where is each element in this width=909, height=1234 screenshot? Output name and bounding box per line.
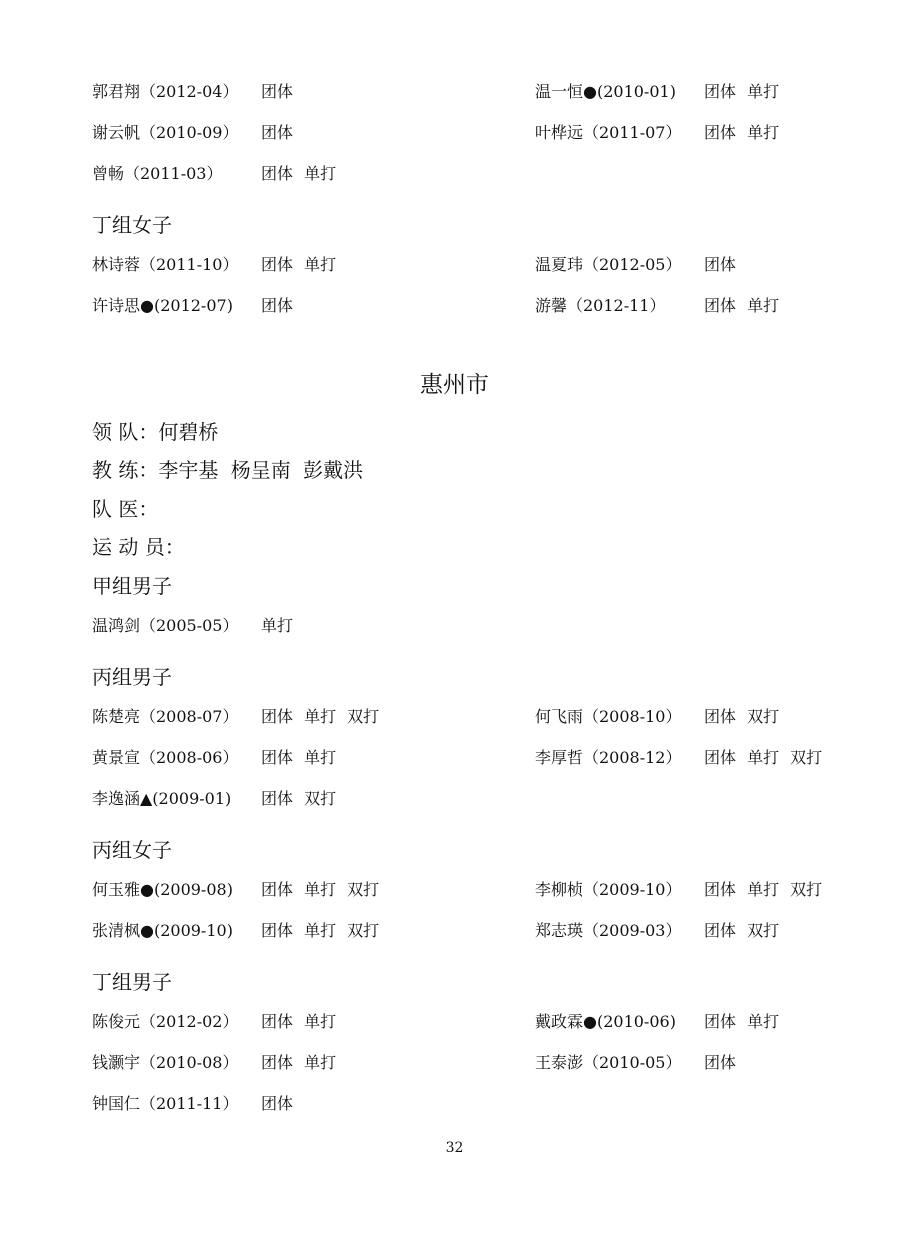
athlete-events: 团体 单打 bbox=[261, 255, 337, 274]
athlete-name: 黄景宣（2008-06） bbox=[92, 748, 239, 767]
athlete-name: 谢云帆（2010-09） bbox=[92, 123, 239, 142]
team-leader-name: 何碧桥 bbox=[158, 420, 219, 444]
athlete-name: 林诗蓉（2011-10） bbox=[92, 255, 239, 274]
team-doctor-label: 队 医： bbox=[92, 497, 159, 521]
roster-row bbox=[0, 744, 909, 772]
roster-row bbox=[0, 1049, 909, 1077]
athlete-events: 团体 bbox=[261, 123, 294, 142]
roster-row bbox=[0, 251, 909, 279]
athlete-name: 陈俊元（2012-02） bbox=[92, 1012, 239, 1031]
team-doctor-line bbox=[92, 494, 158, 524]
coach-label: 教 练： bbox=[92, 458, 159, 482]
roster-row bbox=[0, 876, 909, 904]
athlete-events: 团体 bbox=[704, 1053, 737, 1072]
city-title: 惠州市 bbox=[420, 372, 489, 398]
athlete-events: 团体 单打 双打 bbox=[261, 707, 380, 726]
athlete-name: 陈楚亮（2008-07） bbox=[92, 707, 239, 726]
athlete-events: 团体 单打 bbox=[704, 1012, 780, 1031]
athlete-name: 郭君翔（2012-04） bbox=[92, 82, 239, 101]
roster-row bbox=[0, 1008, 909, 1036]
athlete-events: 团体 bbox=[704, 255, 737, 274]
athlete-events: 团体 bbox=[261, 296, 294, 315]
athlete-name: 王泰澎（2010-05） bbox=[535, 1053, 682, 1072]
athlete-events: 团体 单打 双打 bbox=[704, 748, 823, 767]
athlete-events: 团体 单打 bbox=[704, 82, 780, 101]
athlete-name: 曾畅（2011-03） bbox=[92, 164, 223, 183]
roster-row bbox=[0, 160, 909, 188]
coach-names: 李宇基 杨呈南 彭戴洪 bbox=[158, 458, 364, 482]
athlete-events: 团体 单打 双打 bbox=[704, 880, 823, 899]
athlete-events: 团体 bbox=[261, 82, 294, 101]
athlete-name: 游馨（2012-11） bbox=[535, 296, 666, 315]
page-number: 32 bbox=[445, 1140, 464, 1156]
athlete-events: 团体 单打 bbox=[261, 164, 337, 183]
athlete-events: 团体 单打 双打 bbox=[261, 880, 380, 899]
athlete-events: 团体 双打 bbox=[261, 789, 337, 808]
roster-row bbox=[0, 917, 909, 945]
group-heading: 甲组男子 bbox=[92, 574, 172, 598]
athlete-events: 团体 单打 bbox=[261, 1012, 337, 1031]
athlete-name: 温一恒●(2010-01) bbox=[535, 82, 676, 101]
athletes-label: 运 动 员： bbox=[92, 535, 185, 559]
athlete-name: 戴政霖●(2010-06) bbox=[535, 1012, 676, 1031]
athlete-events: 团体 bbox=[261, 1094, 294, 1113]
roster-row bbox=[0, 119, 909, 147]
roster-row bbox=[0, 785, 909, 813]
group-heading: 丙组男子 bbox=[92, 665, 172, 689]
athlete-events: 团体 双打 bbox=[704, 921, 780, 940]
group-heading: 丁组女子 bbox=[92, 213, 172, 237]
group-heading: 丙组女子 bbox=[92, 838, 172, 862]
athlete-name: 钱灏宇（2010-08） bbox=[92, 1053, 239, 1072]
athlete-name: 郑志瑛（2009-03） bbox=[535, 921, 682, 940]
coach-line bbox=[92, 455, 363, 485]
athlete-events: 团体 双打 bbox=[704, 707, 780, 726]
athlete-events: 团体 单打 bbox=[704, 296, 780, 315]
athlete-name: 何玉雅●(2009-08) bbox=[92, 880, 233, 899]
roster-row bbox=[0, 1090, 909, 1118]
roster-row bbox=[0, 292, 909, 320]
roster-row bbox=[0, 703, 909, 731]
athlete-name: 何飞雨（2008-10） bbox=[535, 707, 682, 726]
athlete-name: 李柳桢（2009-10） bbox=[535, 880, 682, 899]
athlete-name: 钟国仁（2011-11） bbox=[92, 1094, 239, 1113]
athlete-events: 团体 单打 bbox=[704, 123, 780, 142]
athlete-events: 团体 单打 双打 bbox=[261, 921, 380, 940]
athlete-name: 温夏玮（2012-05） bbox=[535, 255, 682, 274]
athletes-line bbox=[92, 532, 185, 562]
roster-row bbox=[0, 78, 909, 106]
athlete-events: 团体 单打 bbox=[261, 748, 337, 767]
roster-row bbox=[0, 612, 909, 640]
athlete-name: 温鸿剑（2005-05） bbox=[92, 616, 239, 635]
athlete-name: 李厚哲（2008-12） bbox=[535, 748, 682, 767]
athlete-events: 单打 bbox=[261, 616, 294, 635]
athlete-name: 许诗思●(2012-07) bbox=[92, 296, 233, 315]
athlete-name: 叶桦远（2011-07） bbox=[535, 123, 682, 142]
team-leader-label: 领 队： bbox=[92, 420, 159, 444]
athlete-name: 李逸涵▲(2009-01) bbox=[92, 789, 232, 808]
athlete-events: 团体 单打 bbox=[261, 1053, 337, 1072]
team-leader-line bbox=[92, 417, 218, 447]
group-heading: 丁组男子 bbox=[92, 970, 172, 994]
athlete-name: 张清枫●(2009-10) bbox=[92, 921, 233, 940]
